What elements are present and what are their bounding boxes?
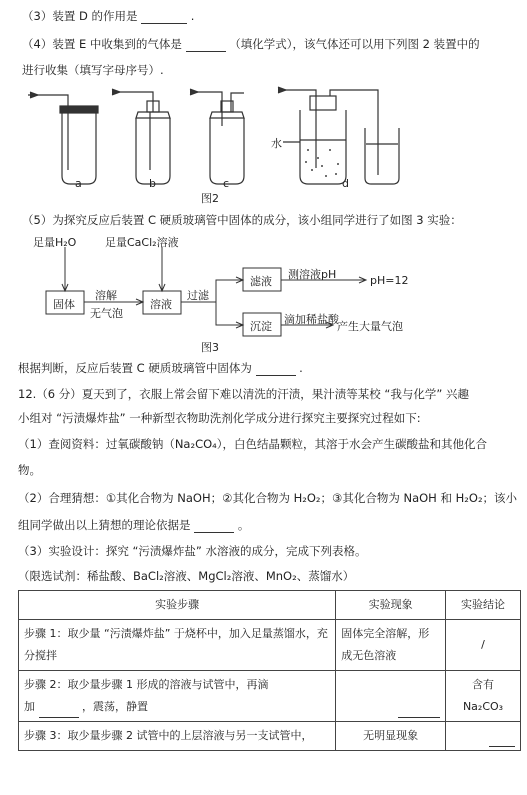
header-step: 实验步骤 <box>19 591 336 620</box>
q4-line1: （4）装置 E 中收集到的气体是 （填化学式），该气体还可以用下列图 2 装置中的 <box>22 37 480 51</box>
measure-ph-label: 测溶液pH <box>288 268 337 281</box>
answer-blank[interactable] <box>256 363 296 376</box>
experiment-table <box>18 590 521 751</box>
conclusion-cell: / <box>446 620 521 671</box>
gas-result: 产生大量气泡 <box>337 320 403 333</box>
table-row <box>19 722 521 751</box>
water-reagent: 足量H₂O <box>33 236 77 249</box>
answer-blank[interactable] <box>39 705 79 718</box>
q12-s2b: 组同学做出以上猜想的理论依据是 。 <box>18 518 250 532</box>
answer-blank[interactable] <box>194 520 234 533</box>
cacl2-reagent: 足量CaCl₂溶液 <box>105 236 179 249</box>
add-hcl-label: 滴加稀盐酸 <box>284 313 339 326</box>
phenomenon-cell <box>336 671 446 722</box>
table-row <box>19 620 521 671</box>
apparatus-label-a: a <box>75 177 82 190</box>
step-cell: 步骤 1：取少量 “污渍爆炸盐” 于烧杯中，加入足量蒸馏水，充分搅拌 <box>19 620 336 671</box>
q12-s3: （3）实验设计：探究 “污渍爆炸盐” 水溶液的成分，完成下列表格。 <box>18 544 367 558</box>
q12-line1: 12.（6 分）夏天到了，衣服上常会留下难以清洗的汗渍，果汁渍等某校 “我与化学” 兴趣 <box>18 387 469 401</box>
solution-box: 溶液 <box>150 298 172 311</box>
q12-s1a: （1）查阅资料：过氧碳酸钠（Na₂CO₄），白色结晶颗粒，其溶于水会产生碳酸盐和其他化合 <box>18 437 488 451</box>
table-header-row <box>19 591 521 620</box>
no-bubble-label: 无气泡 <box>90 307 123 320</box>
apparatus-label-d: d <box>342 177 349 190</box>
header-conclusion: 实验结论 <box>446 591 521 620</box>
answer-blank[interactable] <box>489 734 515 747</box>
dissolve-label: 溶解 <box>95 289 117 302</box>
q5-line: （5）为探究反应后装置 C 硬质玻璃管中固体的成分，该小组同学进行了如图 3 实验： <box>22 213 462 227</box>
answer-blank[interactable] <box>398 705 440 718</box>
q12-reagents: （限选试剂：稀盐酸、BaCl₂溶液、MgCl₂溶液、MnO₂、蒸馏水） <box>18 569 355 583</box>
q12-s1b: 物。 <box>18 463 41 477</box>
phenomenon-cell: 固体完全溶解，形成无色溶液 <box>336 620 446 671</box>
conclusion-line: 根据判断，反应后装置 C 硬质玻璃管中固体为 . <box>18 361 303 375</box>
conclusion-cell: 含有 Na₂CO₃ <box>446 671 521 722</box>
figure-3-caption: 图3 <box>201 341 219 354</box>
ph-result: pH=12 <box>370 274 409 287</box>
apparatus-label-b: b <box>149 177 156 190</box>
solid-box: 固体 <box>53 298 75 311</box>
phenomenon-cell: 无明显现象 <box>336 722 446 751</box>
q12-s2a: （2）合理猜想：①其化合物为 NaOH；②其化合物为 H₂O₂；③其化合物为 NaOH 和 H₂O₂；该小 <box>18 491 518 505</box>
q3-line: （3）装置 D 的作用是 . <box>22 9 195 23</box>
figure-2-caption: 图2 <box>201 192 219 205</box>
header-phenomenon: 实验现象 <box>336 591 446 620</box>
water-label: 水 <box>271 137 282 150</box>
q4-line2: 进行收集（填写字母序号）. <box>22 63 164 77</box>
apparatus-label-c: c <box>223 177 230 190</box>
step-cell: 步骤 2：取少量步骤 1 形成的溶液与试管中，再滴 加 ，震荡，静置 <box>19 671 336 722</box>
table-row <box>19 671 521 722</box>
filtrate-box: 滤液 <box>250 275 272 288</box>
q12-line2: 小组对 “污渍爆炸盐” 一种新型衣物助洗剂化学成分进行探究主要探究过程如下: <box>18 411 421 425</box>
conclusion-cell <box>446 722 521 751</box>
figure-3-flowchart <box>0 0 527 350</box>
filter-label: 过滤 <box>187 289 209 302</box>
precipitate-box: 沉淀 <box>250 320 272 333</box>
step-cell: 步骤 3：取少量步骤 2 试管中的上层溶液与另一支试管中， <box>19 722 336 751</box>
